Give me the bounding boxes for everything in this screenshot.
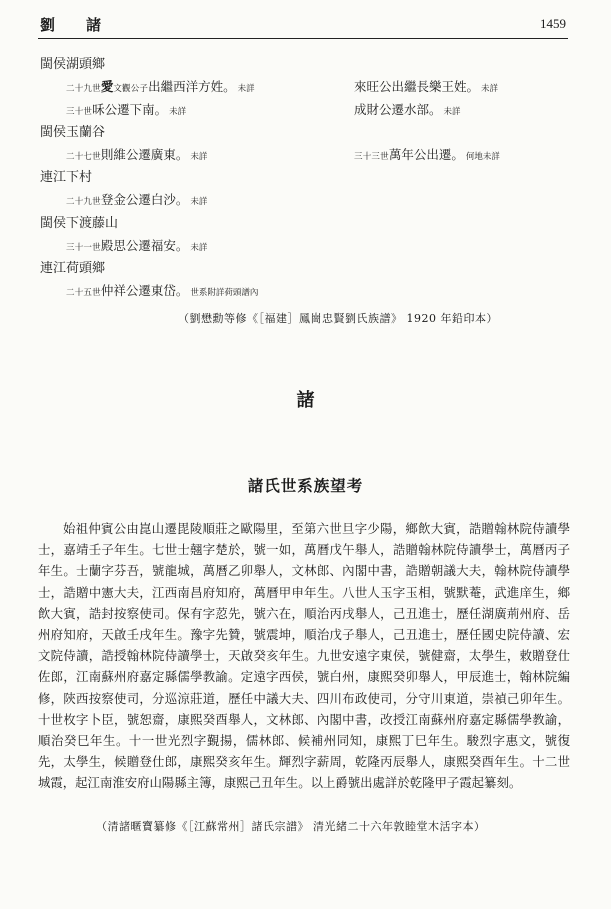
place-heading: 閩侯下渡藤山 <box>40 216 119 231</box>
place-heading: 閩侯湖頭鄉 <box>40 57 106 72</box>
place-heading: 連江下村 <box>40 170 93 185</box>
entry-note: 未詳 <box>169 107 187 117</box>
source-citation: （劉懋勳等修《［福建］鳳崗忠賢劉氏族譜》 1920 年鉛印本） <box>178 312 498 325</box>
small-note: 文觀公子 <box>113 84 149 94</box>
entry-note: 何地未詳 <box>465 152 500 162</box>
generation-label: 三十三世 <box>354 152 389 162</box>
generation-label: 二十七世 <box>66 152 101 162</box>
source-citation: （清諸暱寶纂修《［江蘇常州］諸氏宗譜》 清光緒二十六年敦睦堂木活字本） <box>96 820 486 833</box>
entry-note: 世系附詳荷頭譜內 <box>190 288 259 298</box>
generation-label: 三十世 <box>66 107 93 117</box>
entry-note: 未詳 <box>190 243 208 253</box>
page-number: 1459 <box>540 16 566 31</box>
entry-note: 未詳 <box>190 152 208 162</box>
entry-note: 未詳 <box>481 84 499 94</box>
header-rule <box>38 38 568 39</box>
genealogy-entry: 二十九世愛文觀公子出繼西洋方姓。 未詳 <box>66 79 255 94</box>
place-heading: 閩侯玉蘭谷 <box>40 125 106 140</box>
genealogy-entry: 二十九世登金公遷白沙。 未詳 <box>66 192 208 207</box>
entry-note: 未詳 <box>190 197 208 207</box>
genealogy-entry: 二十七世則維公遷廣東。 未詳 <box>66 147 208 162</box>
running-header <box>40 14 566 38</box>
genealogy-entry: 二十五世仲祥公遷東岱。 世系附詳荷頭譜內 <box>66 283 259 298</box>
generation-label: 二十九世 <box>66 197 101 207</box>
entry-note: 未詳 <box>443 107 461 117</box>
genealogy-entry: 三十一世殿思公遷福安。 未詳 <box>66 238 208 253</box>
section-title: 諸 <box>296 390 315 411</box>
genealogy-entry: 來旺公出繼長樂王姓。 未詳 <box>354 79 499 94</box>
header-surnames: 劉 諸 <box>40 16 110 34</box>
genealogy-entry: 成財公遷水部。 未詳 <box>354 102 461 117</box>
genealogy-entry: 三十三世萬年公出遷。 何地未詳 <box>354 147 500 162</box>
entry-note: 未詳 <box>237 84 255 94</box>
place-heading: 連江荷頭鄉 <box>40 261 106 276</box>
article-subtitle: 諸氏世系族望考 <box>247 476 364 495</box>
genealogy-entry: 三十世咊公遷下南。 未詳 <box>66 102 187 117</box>
generation-label: 二十五世 <box>66 288 101 298</box>
generation-label: 二十九世 <box>66 84 101 94</box>
body-paragraph: 始祖仲賓公由崑山遷毘陵順莊之歐陽里，至第六世旦字少陽，鄉飲大賓，誥贈翰林院侍讀學士，嘉靖壬子年生。七世士翹字楚於，號一如，萬曆戊午舉人，誥贈翰林院侍讀學士，萬曆丙子年生。士蘭字芬吾，號龍城，萬曆乙卯舉人，文林郎、內閣中書，誥贈朝議大夫，翰林院侍讀學士，誥贈中憲大夫，江西南昌府知府，萬曆甲申年生。八世人玉字玉相，號默菴，武進庠生，鄉飲大賓，誥封按察使司。保有字荵先，號六在，順治丙戌舉人，己丑進士，歷任湖廣荊州府、岳州府知府，天啟壬戌年生。豫字先贊，號震坤，順治戊子舉人，己丑進士，歷任國史院侍讀、宏文院侍讀，誥授翰林院侍讀學士，天啟癸亥年生。九世安遠字東侯，號健齋，太學生，敕贈登仕佐郎，江南蘇州府嘉定縣儒學教諭。定遠字西侯，號白州，康熙癸卯舉人，甲辰進士，翰林院編修，陝西按察使司，分巡涼莊道，歷任中議大夫、四川布政使司，分守川東道，崇禎己卯年生。十世枚字卜臣，號恕齋，康熙癸酉舉人，文林郎、內閣中書，改授江南蘇州府嘉定縣儒學教諭，順治癸巳年生。十一世光烈字覲揚，儒林郎、候補州同知，康熙丁巳年生。駿烈字惠文，號復先，太學生，候贈登仕郎，康熙癸亥年生。輝烈字薪周，乾隆丙辰舉人，康熙癸酉年生。十二世城霞，起江南淮安府山陽縣主簿，康熙己丑年生。以上爵號出處詳於乾隆甲子霞起纂刻。 <box>38 521 570 791</box>
generation-label: 三十一世 <box>66 243 101 253</box>
